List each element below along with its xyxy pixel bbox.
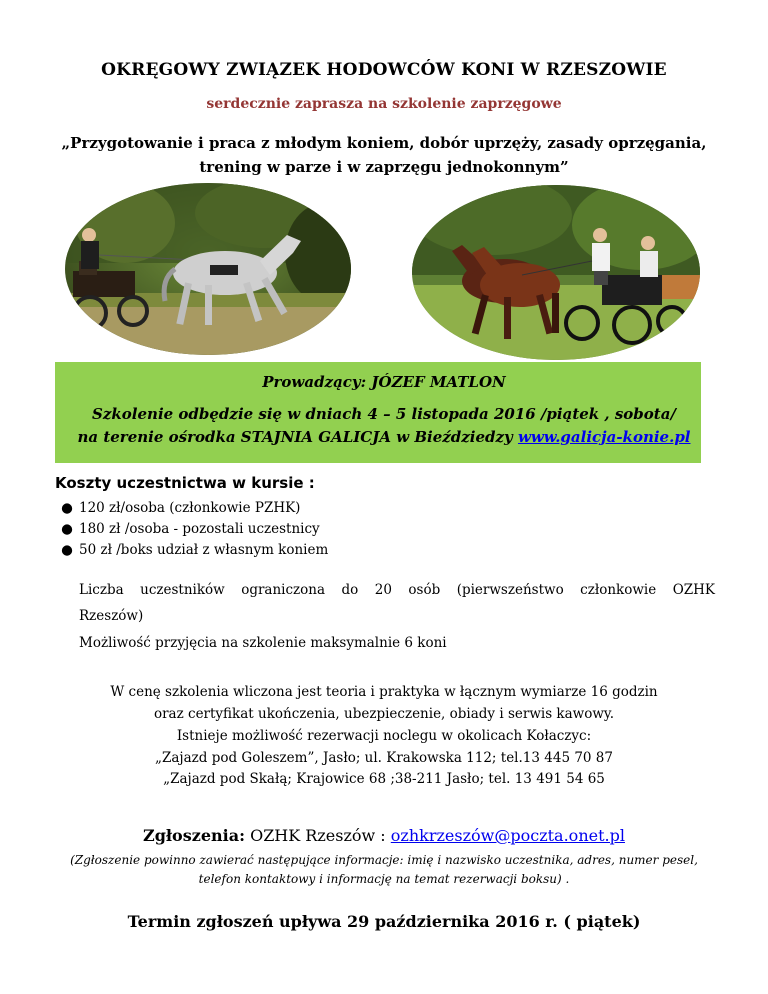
registration-org: OZHK Rzeszów :: [244, 826, 391, 845]
registration-note-line-2: telefon kontaktowy i informację na temat rezerwacji boksu) .: [198, 872, 570, 886]
training-topic-line-2: trening w parze i w zaprzęgu jednokonnym”: [199, 158, 569, 176]
participant-limit-line-2: Rzeszów): [79, 608, 144, 624]
venue-text: na terenie ośrodka STAJNIA GALICJA w Bieździedzy: [77, 428, 518, 446]
registration-note-line-1: (Zgłoszenie powinno zawierać następujące informacje: imię i nazwisko uczestnika, adres, numer pesel,: [70, 853, 698, 867]
info-line: W cenę szkolenia wliczona jest teoria i praktyka w łącznym wymiarze 16 godzin: [110, 684, 658, 700]
info-line: „Zajazd pod Skałą; Krajowice 68 ;38-211 Jasło; tel. 13 491 54 65: [163, 771, 605, 787]
instructor-line: Prowadzący: JÓZEF MATLON: [262, 373, 506, 391]
training-topic-line-1: „Przygotowanie i praca z młodym koniem, dobór uprzęży, zasady oprzęgania,: [61, 134, 707, 152]
cost-item: [55, 542, 328, 558]
info-line: „Zajazd pod Goleszem”, Jasło; ul. Krakowska 112; tel.13 445 70 87: [155, 750, 613, 766]
invitation-subtitle: serdecznie zaprasza na szkolenie zaprzęgowe: [206, 96, 562, 112]
training-dates: Szkolenie odbędzie się w dniach 4 – 5 listopada 2016 /piątek , sobota/: [92, 405, 676, 423]
horse-limit: Możliwość przyjęcia na szkolenie maksymalnie 6 koni: [79, 635, 447, 651]
participant-limit-line-1: Liczba uczestników ograniczona do 20 osób (pierwszeństwo członkowie OZHK: [79, 582, 715, 598]
info-line: Istnieje możliwość rezerwacji noclegu w okolicach Kołaczyc:: [176, 728, 592, 744]
cost-item: [55, 521, 320, 537]
venue-website-link[interactable]: www.galicja-konie.pl: [517, 428, 691, 446]
registration-email-link[interactable]: ozhkrzeszów@poczta.onet.pl: [390, 826, 625, 845]
registration-label: Zgłoszenia:: [143, 826, 245, 845]
page-title: OKRĘGOWY ZWIĄZEK HODOWCÓW KONI W RZESZOWIE: [101, 60, 667, 80]
registration-deadline: Termin zgłoszeń upływa 29 października 2016 r. ( piątek): [127, 912, 641, 931]
bullet-icon: ●: [61, 542, 73, 558]
costs-heading: Koszty uczestnictwa w kursie :: [55, 474, 315, 492]
cost-item: [55, 500, 300, 516]
cost-item-text: 120 zł/osoba (członkowie PZHK): [79, 500, 301, 516]
cost-item-text: 50 zł /boks udział z własnym koniem: [79, 542, 329, 558]
bullet-icon: ●: [61, 500, 73, 516]
cost-item-text: 180 zł /osoba - pozostali uczestnicy: [79, 521, 320, 537]
pair-horse-carriage-photo: [412, 185, 700, 360]
info-line: oraz certyfikat ukończenia, ubezpieczenie, obiady i serwis kawowy.: [153, 706, 615, 722]
single-horse-carriage-photo: [65, 183, 351, 355]
training-venue: [0, 428, 768, 446]
bullet-icon: ●: [61, 521, 73, 537]
registration-line: [0, 826, 768, 845]
